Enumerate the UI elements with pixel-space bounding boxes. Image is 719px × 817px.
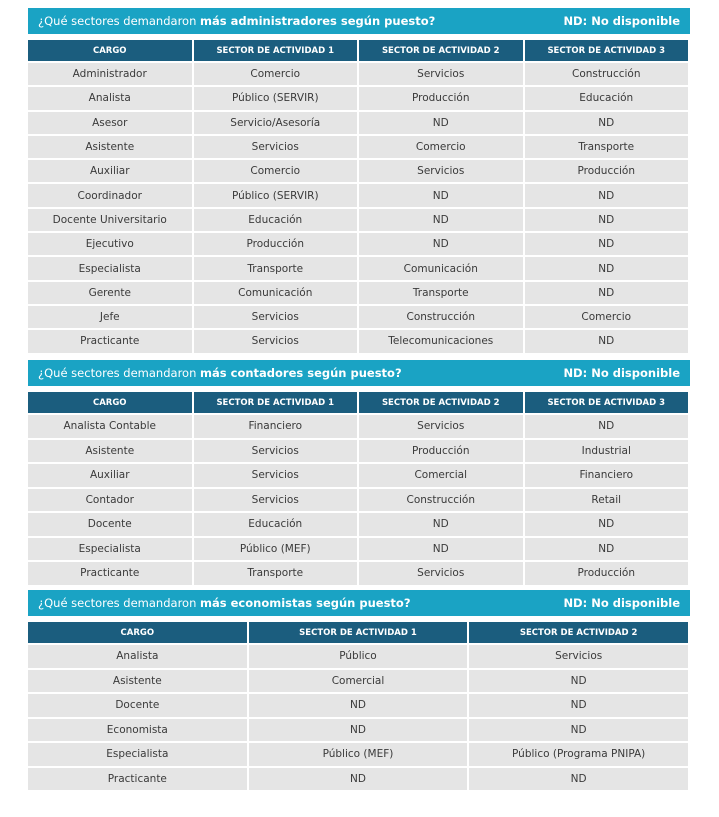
sector-cell: ND [525, 282, 689, 306]
cargo-cell: Auxiliar [28, 160, 192, 184]
table-row [28, 719, 688, 744]
section-title-bar [28, 360, 690, 386]
section-title-bar [28, 590, 690, 616]
table-row [28, 645, 688, 670]
sector-cell: Servicios [359, 562, 523, 587]
table-row [28, 184, 688, 208]
sector-cell: Público (SERVIR) [194, 87, 358, 111]
cargo-cell: Analista Contable [28, 415, 192, 440]
sector-cell: ND [249, 719, 468, 744]
sector-cell: ND [469, 670, 688, 695]
cargo-cell: Analista [28, 87, 192, 111]
sector-cell: ND [525, 330, 689, 354]
column-header-sector-2: SECTOR DE ACTIVIDAD 2 [359, 40, 523, 63]
nd-note: ND: No disponible [563, 596, 680, 610]
contadores-table [26, 392, 690, 587]
sector-cell: Comercio [194, 160, 358, 184]
table-row [28, 743, 688, 768]
cargo-cell: Especialista [28, 743, 247, 768]
nd-note: ND: No disponible [563, 14, 680, 28]
sector-cell: ND [525, 513, 689, 538]
cargo-cell: Analista [28, 645, 247, 670]
table-header-row [28, 622, 688, 645]
sector-cell: Construcción [359, 306, 523, 330]
cargo-cell: Contador [28, 489, 192, 514]
table-row [28, 415, 688, 440]
column-header-cargo: CARGO [28, 40, 192, 63]
sector-cell: Construcción [525, 63, 689, 87]
sector-cell: Comunicación [194, 282, 358, 306]
sector-cell: ND [525, 184, 689, 208]
column-header-sector-1: SECTOR DE ACTIVIDAD 1 [249, 622, 468, 645]
cargo-cell: Docente Universitario [28, 209, 192, 233]
sector-cell: ND [525, 233, 689, 257]
sector-cell: Producción [525, 562, 689, 587]
cargo-cell: Asistente [28, 136, 192, 160]
sector-cell: Financiero [525, 464, 689, 489]
cargo-cell: Asistente [28, 670, 247, 695]
column-header-sector-2: SECTOR DE ACTIVIDAD 2 [469, 622, 688, 645]
sector-cell: Comercial [359, 464, 523, 489]
table-row [28, 538, 688, 563]
sector-cell: Servicios [359, 160, 523, 184]
cargo-cell: Practicante [28, 562, 192, 587]
sector-cell: Servicio/Asesoría [194, 112, 358, 136]
cargo-cell: Gerente [28, 282, 192, 306]
administradores-section [28, 8, 690, 355]
sector-cell: Transporte [194, 562, 358, 587]
sector-cell: Transporte [525, 136, 689, 160]
table-row [28, 160, 688, 184]
sector-cell: ND [469, 719, 688, 744]
sector-cell: Comercio [525, 306, 689, 330]
sector-cell: Producción [194, 233, 358, 257]
table-row [28, 489, 688, 514]
sector-cell: Comercial [249, 670, 468, 695]
table-row [28, 112, 688, 136]
table-row [28, 136, 688, 160]
sector-cell: ND [249, 768, 468, 793]
sector-cell: Servicios [194, 136, 358, 160]
table-row [28, 306, 688, 330]
economistas-section [28, 590, 690, 792]
column-header-cargo: CARGO [28, 392, 192, 415]
cargo-cell: Asesor [28, 112, 192, 136]
table-row [28, 63, 688, 87]
sector-cell: Servicios [359, 63, 523, 87]
cargo-cell: Coordinador [28, 184, 192, 208]
sector-cell: ND [359, 112, 523, 136]
sector-cell: ND [525, 415, 689, 440]
sector-cell: Servicios [194, 464, 358, 489]
sector-cell: Telecomunicaciones [359, 330, 523, 354]
column-header-cargo: CARGO [28, 622, 247, 645]
table-header-row [28, 40, 688, 63]
column-header-sector-1: SECTOR DE ACTIVIDAD 1 [194, 40, 358, 63]
sector-cell: ND [359, 538, 523, 563]
sector-cell: Financiero [194, 415, 358, 440]
table-header-row [28, 392, 688, 415]
administradores-table [26, 40, 690, 355]
sector-cell: Comercio [194, 63, 358, 87]
cargo-cell: Jefe [28, 306, 192, 330]
cargo-cell: Especialista [28, 257, 192, 281]
sector-cell: Servicios [194, 489, 358, 514]
sector-cell: Comunicación [359, 257, 523, 281]
sector-cell: Servicios [469, 645, 688, 670]
section-title: ¿Qué sectores demandaron más contadores según puesto? [38, 366, 402, 380]
sector-cell: Público [249, 645, 468, 670]
table-row [28, 233, 688, 257]
sector-cell: ND [359, 184, 523, 208]
table-row [28, 330, 688, 354]
sector-cell: Educación [194, 209, 358, 233]
nd-note: ND: No disponible [563, 366, 680, 380]
cargo-cell: Asistente [28, 440, 192, 465]
table-row [28, 464, 688, 489]
table-row [28, 282, 688, 306]
cargo-cell: Practicante [28, 768, 247, 793]
sector-cell: ND [359, 209, 523, 233]
sector-cell: Servicios [194, 330, 358, 354]
sector-cell: ND [469, 768, 688, 793]
sector-cell: Público (SERVIR) [194, 184, 358, 208]
sector-cell: Público (MEF) [249, 743, 468, 768]
cargo-cell: Docente [28, 513, 192, 538]
sector-cell: Producción [359, 87, 523, 111]
sector-cell: Retail [525, 489, 689, 514]
cargo-cell: Auxiliar [28, 464, 192, 489]
column-header-sector-3: SECTOR DE ACTIVIDAD 3 [525, 40, 689, 63]
sector-cell: Industrial [525, 440, 689, 465]
sector-cell: Servicios [194, 440, 358, 465]
sector-cell: Producción [525, 160, 689, 184]
table-row [28, 257, 688, 281]
sector-cell: ND [525, 112, 689, 136]
sector-cell: Producción [359, 440, 523, 465]
cargo-cell: Practicante [28, 330, 192, 354]
sector-cell: ND [359, 513, 523, 538]
table-row [28, 87, 688, 111]
cargo-cell: Administrador [28, 63, 192, 87]
cargo-cell: Especialista [28, 538, 192, 563]
column-header-sector-3: SECTOR DE ACTIVIDAD 3 [525, 392, 689, 415]
sector-cell: Educación [525, 87, 689, 111]
table-row [28, 670, 688, 695]
table-row [28, 562, 688, 587]
sector-cell: Servicios [359, 415, 523, 440]
column-header-sector-1: SECTOR DE ACTIVIDAD 1 [194, 392, 358, 415]
table-row [28, 768, 688, 793]
column-header-sector-2: SECTOR DE ACTIVIDAD 2 [359, 392, 523, 415]
sector-cell: ND [525, 209, 689, 233]
sector-cell: ND [525, 257, 689, 281]
sector-cell: Educación [194, 513, 358, 538]
sector-cell: Comercio [359, 136, 523, 160]
section-title: ¿Qué sectores demandaron más administradores según puesto? [38, 14, 436, 28]
sector-cell: Público (Programa PNIPA) [469, 743, 688, 768]
table-row [28, 513, 688, 538]
economistas-table [26, 622, 690, 792]
sector-cell: Público (MEF) [194, 538, 358, 563]
table-row [28, 440, 688, 465]
sector-cell: ND [525, 538, 689, 563]
cargo-cell: Economista [28, 719, 247, 744]
sector-cell: ND [249, 694, 468, 719]
sector-cell: Transporte [194, 257, 358, 281]
table-row [28, 694, 688, 719]
section-title-bar [28, 8, 690, 34]
sector-cell: Construcción [359, 489, 523, 514]
cargo-cell: Ejecutivo [28, 233, 192, 257]
contadores-section [28, 360, 690, 587]
table-row [28, 209, 688, 233]
sector-cell: ND [469, 694, 688, 719]
section-title: ¿Qué sectores demandaron más economistas según puesto? [38, 596, 411, 610]
sector-cell: Transporte [359, 282, 523, 306]
sector-cell: Servicios [194, 306, 358, 330]
sector-cell: ND [359, 233, 523, 257]
cargo-cell: Docente [28, 694, 247, 719]
